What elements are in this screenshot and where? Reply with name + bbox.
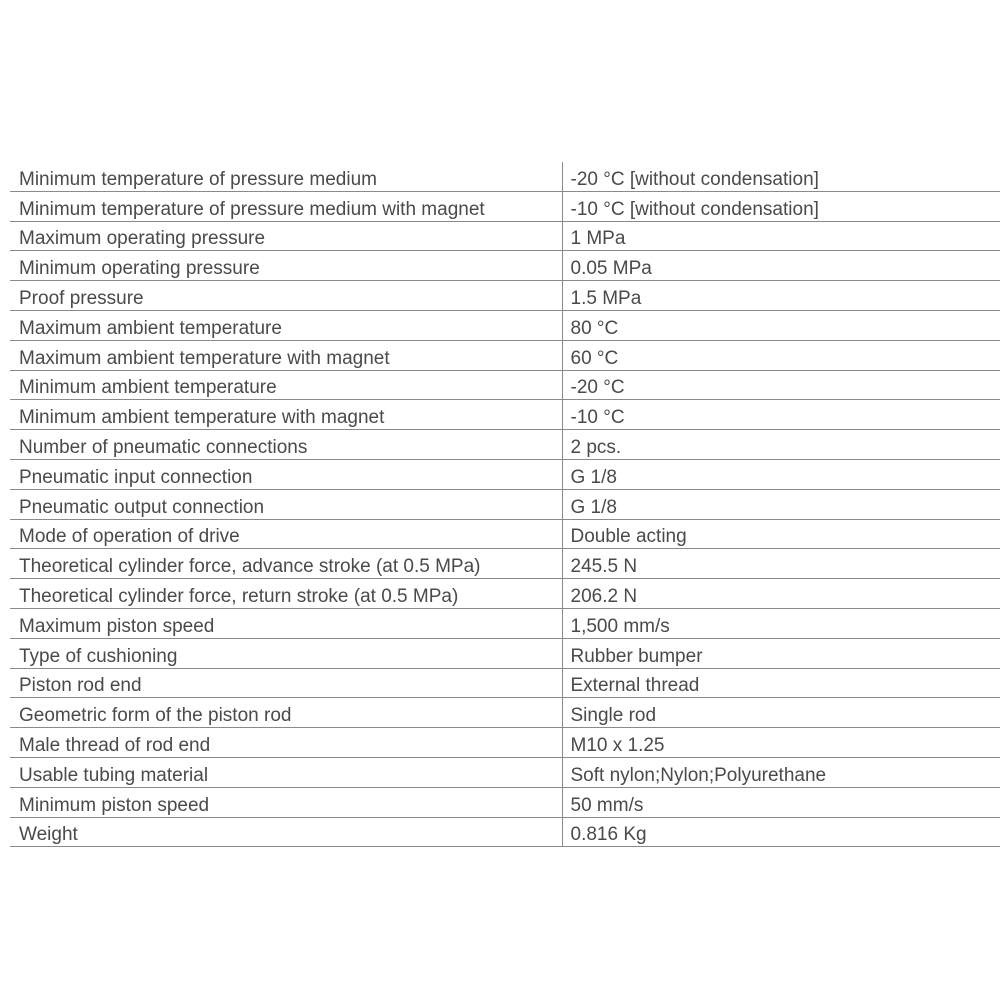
spec-label: Maximum operating pressure	[10, 221, 562, 251]
spec-value: Double acting	[562, 519, 1000, 549]
spec-value: G 1/8	[562, 489, 1000, 519]
spec-label: Theoretical cylinder force, return stroke (at 0.5 MPa)	[10, 579, 562, 609]
spec-label: Proof pressure	[10, 281, 562, 311]
spec-value: 1,500 mm/s	[562, 608, 1000, 638]
table-row	[10, 608, 1000, 638]
spec-label: Piston rod end	[10, 668, 562, 698]
spec-value: 60 °C	[562, 340, 1000, 370]
spec-label: Minimum temperature of pressure medium with magnet	[10, 191, 562, 221]
table-row	[10, 549, 1000, 579]
spec-label: Minimum ambient temperature	[10, 370, 562, 400]
spec-value: 80 °C	[562, 310, 1000, 340]
spec-value: -20 °C	[562, 370, 1000, 400]
table-row	[10, 310, 1000, 340]
spec-label: Minimum piston speed	[10, 787, 562, 817]
table-row	[10, 698, 1000, 728]
spec-label: Maximum ambient temperature with magnet	[10, 340, 562, 370]
spec-value: G 1/8	[562, 459, 1000, 489]
spec-table	[10, 162, 1000, 847]
table-row	[10, 251, 1000, 281]
table-row	[10, 519, 1000, 549]
spec-label: Usable tubing material	[10, 757, 562, 787]
spec-value: -10 °C [without condensation]	[562, 191, 1000, 221]
table-row	[10, 728, 1000, 758]
table-row	[10, 191, 1000, 221]
table-row	[10, 579, 1000, 609]
table-row	[10, 430, 1000, 460]
spec-label: Type of cushioning	[10, 638, 562, 668]
spec-value: 0.816 Kg	[562, 817, 1000, 847]
spec-label: Minimum ambient temperature with magnet	[10, 400, 562, 430]
spec-label: Minimum operating pressure	[10, 251, 562, 281]
spec-label: Male thread of rod end	[10, 728, 562, 758]
spec-value: 206.2 N	[562, 579, 1000, 609]
table-row	[10, 340, 1000, 370]
spec-value: -20 °C [without condensation]	[562, 162, 1000, 191]
table-row	[10, 757, 1000, 787]
spec-value: 0.05 MPa	[562, 251, 1000, 281]
spec-label: Minimum temperature of pressure medium	[10, 162, 562, 191]
table-row	[10, 162, 1000, 191]
table-row	[10, 400, 1000, 430]
spec-label: Pneumatic output connection	[10, 489, 562, 519]
table-row	[10, 668, 1000, 698]
spec-value: -10 °C	[562, 400, 1000, 430]
table-row	[10, 370, 1000, 400]
spec-value: M10 x 1.25	[562, 728, 1000, 758]
spec-value: External thread	[562, 668, 1000, 698]
spec-value: 245.5 N	[562, 549, 1000, 579]
spec-value: Rubber bumper	[562, 638, 1000, 668]
spec-label: Weight	[10, 817, 562, 847]
spec-value: 1 MPa	[562, 221, 1000, 251]
spec-value: Single rod	[562, 698, 1000, 728]
spec-value: 50 mm/s	[562, 787, 1000, 817]
spec-label: Theoretical cylinder force, advance stroke (at 0.5 MPa)	[10, 549, 562, 579]
spec-label: Number of pneumatic connections	[10, 430, 562, 460]
table-row	[10, 459, 1000, 489]
table-row	[10, 221, 1000, 251]
spec-label: Mode of operation of drive	[10, 519, 562, 549]
table-row	[10, 817, 1000, 847]
table-row	[10, 281, 1000, 311]
table-row	[10, 787, 1000, 817]
table-row	[10, 489, 1000, 519]
spec-label: Maximum piston speed	[10, 608, 562, 638]
spec-value: Soft nylon;Nylon;Polyurethane	[562, 757, 1000, 787]
spec-label: Maximum ambient temperature	[10, 310, 562, 340]
table-row	[10, 638, 1000, 668]
spec-value: 1.5 MPa	[562, 281, 1000, 311]
spec-label: Pneumatic input connection	[10, 459, 562, 489]
spec-value: 2 pcs.	[562, 430, 1000, 460]
spec-label: Geometric form of the piston rod	[10, 698, 562, 728]
